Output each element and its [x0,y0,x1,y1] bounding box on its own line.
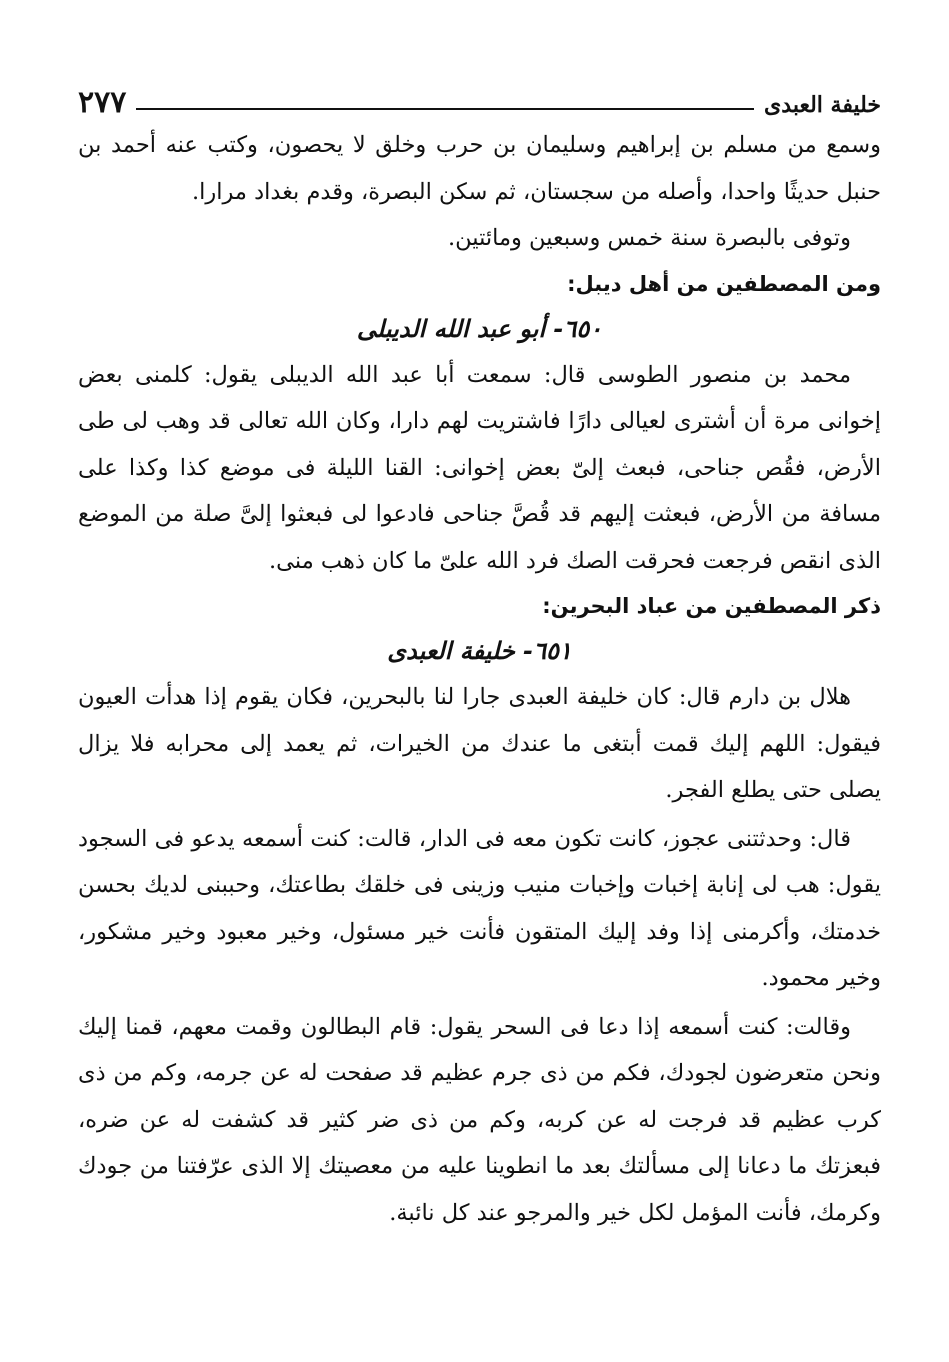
entry-title-651: ٦٥١- خليفة العبدى [387,637,572,665]
section-heading-dibal: ومن المصطفين من أهل ديبل: [567,271,881,296]
section-heading-bahrain: ذكر المصطفين من عباد البحرين: [542,594,881,618]
paragraph-death-note: وتوفى بالبصرة سنة خمس وسبعين ومائتين. [448,225,851,251]
running-header [78,78,881,118]
paragraph-entry-651-c: وقالت: كنت أسمعه إذا دعا فى السحر يقول: قام البطالون وقمت معهم، قمنا إليك ونحن متعرضون لجودك، فكم من ذى جرم عظيم قد صفحت له عن جرمه، وكم من ذى كرب عظيم قد فرجت له عن كربه، وكم من ذى ضر كثير قد كشفت له عن ضره، فبعزتك ما دعانا إلى مسألتك بعد ما انطوينا عليه من معصيتك إلا الذى عرّفتنا من جودك وكرمك، فأنت المؤمل لكل خير والمرجو عند كل نائبة. [78,1013,881,1226]
running-header-title: خليفة العبدى [764,92,881,118]
paragraph-entry-651-b: قال: وحدثتنى عجوز، كانت تكون معه فى الدار، قالت: كنت أسمعه يدعو فى السجود يقول: هب لى إنابة إخبات وإخبات منيب وزينى فى خلقك بطاعتك، وحببنى لديك بحسن خدمتك، وأكرمنى إذا وفد إليك المتقون فأنت خير مسئول، وخير معبود وخير مشكور، وخير محمود. [78,825,881,991]
header-rule [136,108,754,110]
page-number: ٢٧٧ [78,85,127,120]
entry-title-650: ٦٥٠- أبو عبد الله الديبلى [356,314,603,343]
paragraph-entry-651-a: هلال بن دارم قال: كان خليفة العبدى جارا لنا بالبحرين، فكان يقوم إذا هدأت العيون فيقول: اللهم إليك قمت أبتغى ما عندك من الخيرات، ثم يعمد إلى محرابه فلا يزال يصلى حتى يطلع الفجر. [78,684,881,803]
paragraph-continuation: وسمع من مسلم بن إبراهيم وسليمان بن حرب وخلق لا يحصون، وكتب عنه أحمد بن حنبل حديثًا واحدا، وأصله من سجستان، ثم سكن البصرة، وقدم بغداد مرارا. [78,132,881,205]
book-page [78,78,881,1322]
paragraph-entry-650: محمد بن منصور الطوسى قال: سمعت أبا عبد الله الديبلى يقول: كلمنى بعض إخوانى مرة أن أشترى لعيالى دارًا فاشتريت لهم دارا، وكان الله تعالى قد وهب لى طى الأرض، فقُص جناحى، فبعث إلىّ بعض إخوانى: القنا الليلة فى موضع كذا وكذا على مسافة من الأرض، فبعثت إليهم قد قُصَّ جناحى فادعوا لى فبعثوا إلىَّ صلة من الموضع الذى انقص فرجعت فحرقت الصك فرد الله علىّ ما كان ذهب منى. [78,361,881,574]
